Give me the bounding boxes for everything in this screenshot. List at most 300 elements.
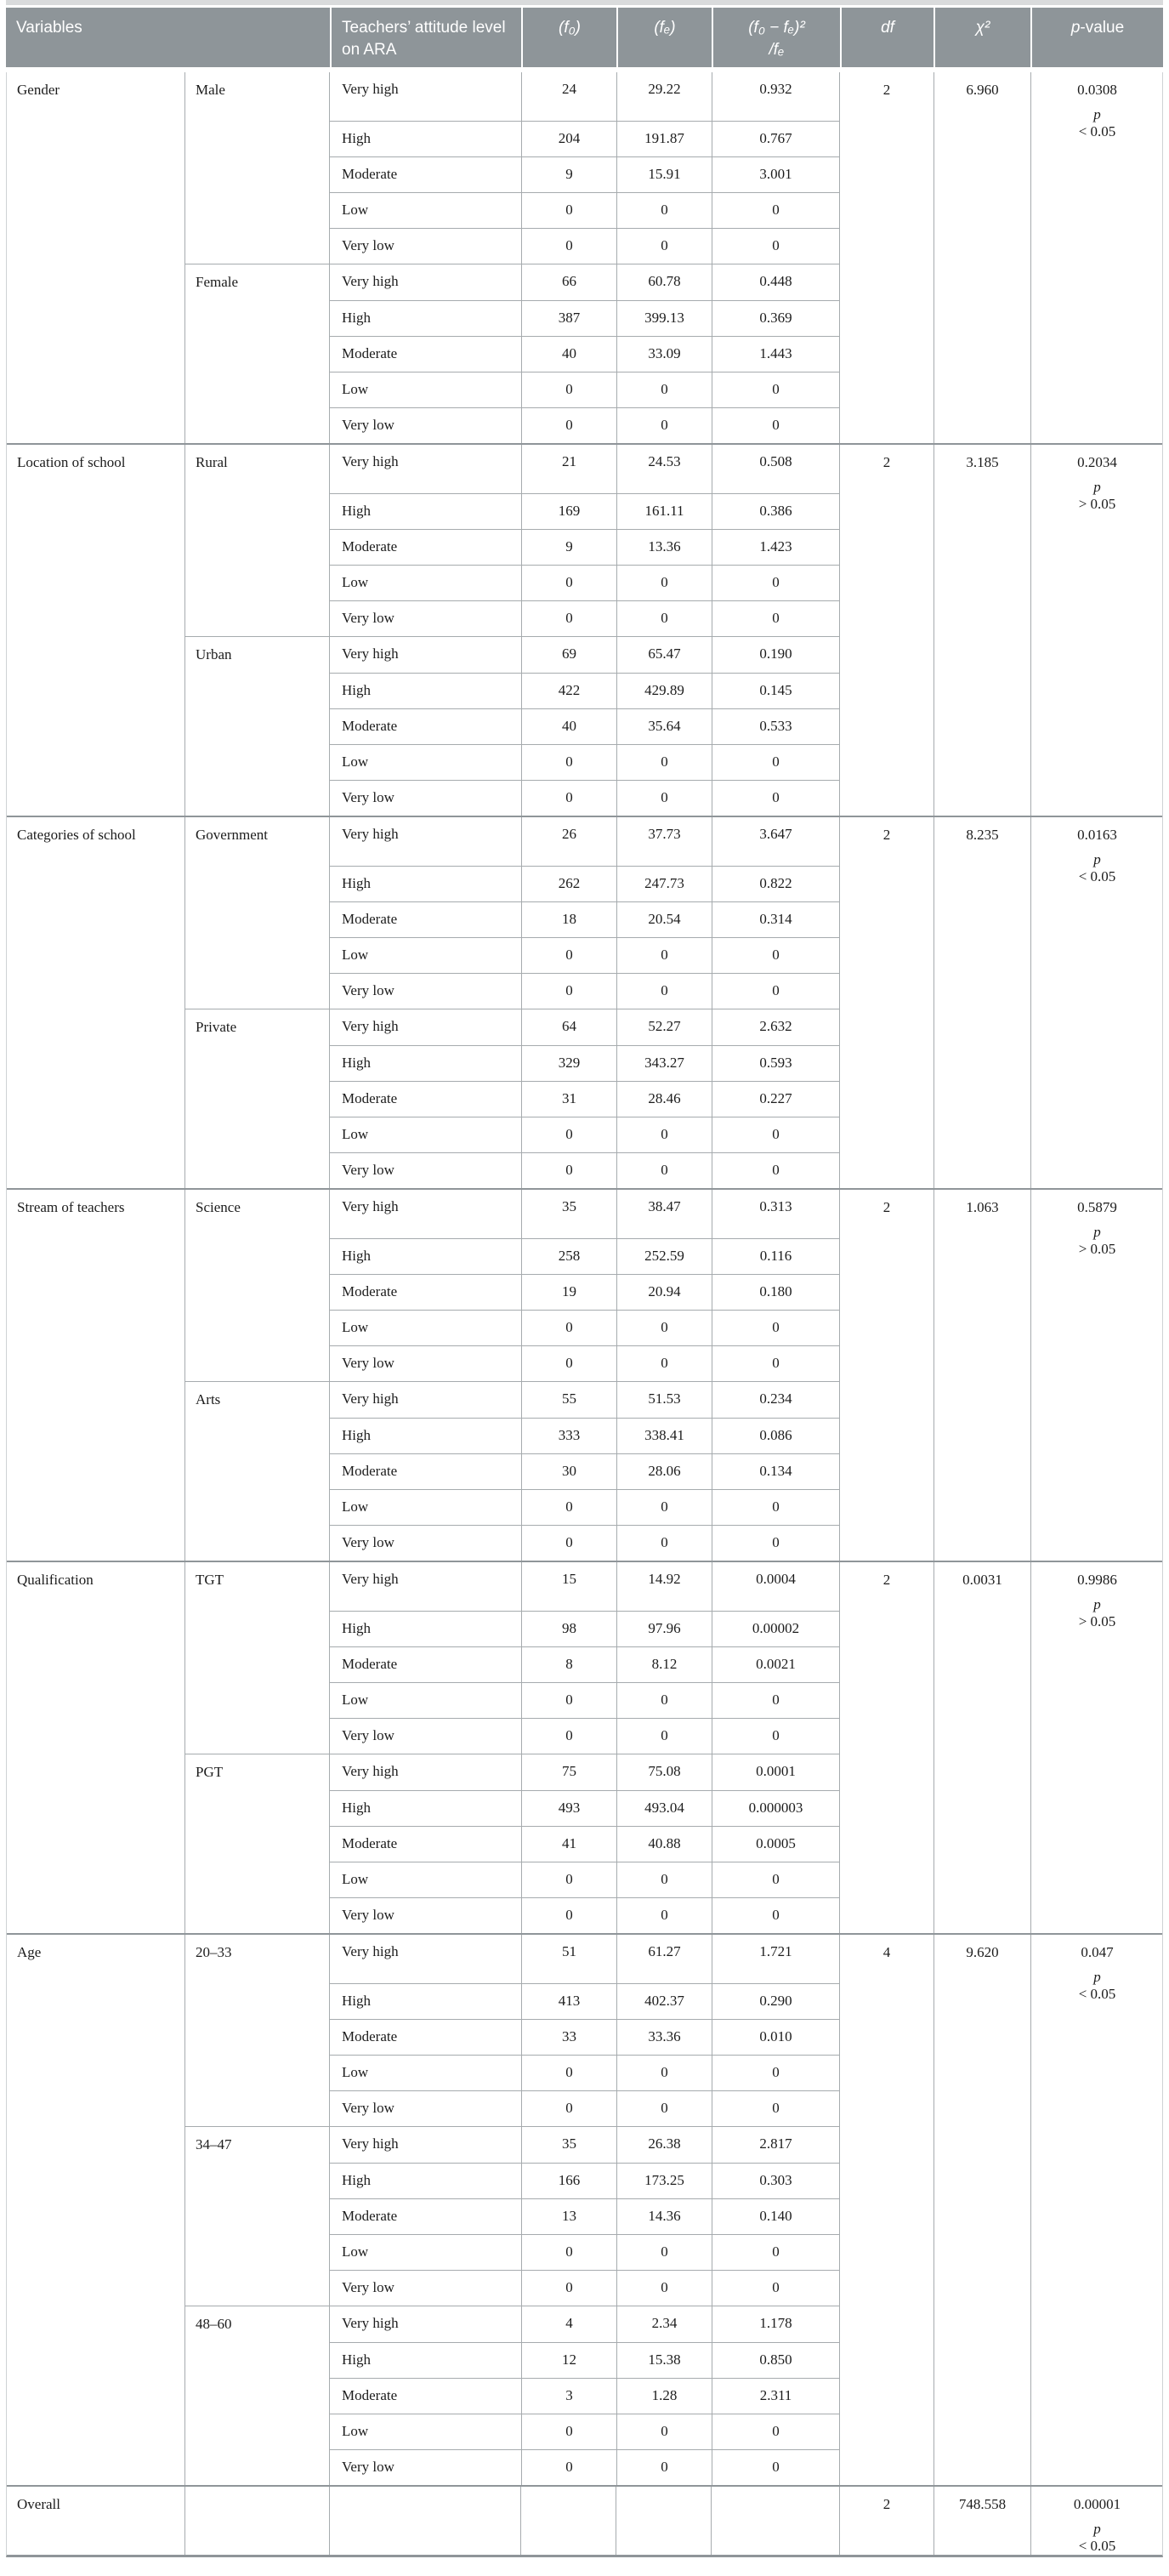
- subgroup-block: [185, 1562, 840, 1754]
- df-value: 2: [882, 827, 891, 844]
- observed-frequency-value: 40: [521, 709, 616, 744]
- attitude-row: [330, 2198, 840, 2234]
- chi-contribution-value: 1.423: [712, 530, 840, 565]
- attitude-level-label: Low: [342, 1871, 369, 1888]
- expected-frequency-value: 60.78: [616, 264, 712, 300]
- expected-frequency-value: 0: [616, 193, 712, 228]
- attitude-rows: [330, 1935, 840, 2126]
- chi-contribution-value: 0: [712, 1862, 840, 1897]
- expected-frequency-value: 65.47: [616, 637, 712, 673]
- chi-contribution-value: 2.311: [712, 2379, 840, 2414]
- expected-frequency-value: 35.64: [616, 709, 712, 744]
- overall-empty-attitude: [330, 2487, 521, 2555]
- expected-frequency-value: 15.91: [616, 157, 712, 192]
- attitude-level-label: Moderate: [342, 2387, 398, 2404]
- chi-square-value: 8.235: [933, 817, 1030, 1188]
- table-header: [6, 8, 1163, 67]
- subgroup-block: [185, 1190, 840, 1381]
- attitude-level-label: Low: [342, 947, 369, 964]
- subgroup-label: 20–33: [185, 1935, 330, 2126]
- observed-frequency-value: 24: [521, 72, 616, 121]
- chi-contribution-value: 0.932: [712, 72, 840, 121]
- attitude-rows: [330, 1562, 840, 1754]
- attitude-row: [330, 2414, 840, 2449]
- chi-contribution-value: 0: [712, 2450, 840, 2485]
- attitude-row: [330, 1274, 840, 1310]
- expected-frequency-value: 0: [616, 372, 712, 407]
- attitude-level-label: High: [342, 1993, 371, 2010]
- attitude-row: [330, 1489, 840, 1525]
- p-note-threshold: > 0.05: [1078, 1613, 1116, 1630]
- attitude-row: [330, 2234, 840, 2270]
- attitude-row: [330, 1897, 840, 1933]
- expected-frequency-value: 40.88: [616, 1827, 712, 1862]
- expected-frequency-value: 0: [616, 229, 712, 264]
- expected-frequency-value: 20.54: [616, 902, 712, 937]
- expected-frequency-value: 0: [616, 2091, 712, 2126]
- subgroup-block: [185, 2126, 840, 2306]
- attitude-row: [330, 817, 840, 866]
- group-row: [7, 1561, 1162, 1933]
- chi-contribution-value: 0.180: [712, 1275, 840, 1310]
- chi-contribution-value: 0.593: [712, 1046, 840, 1081]
- observed-frequency-value: 0: [521, 2091, 616, 2126]
- attitude-row: [330, 1382, 840, 1418]
- observed-frequency-value: 0: [521, 1862, 616, 1897]
- subgroup-label: 48–60: [185, 2306, 330, 2485]
- observed-frequency-value: 9: [521, 157, 616, 192]
- subgroup-block: [185, 264, 840, 443]
- observed-frequency-value: 169: [521, 494, 616, 529]
- chi-contribution-value: 0.140: [712, 2199, 840, 2234]
- attitude-row: [330, 937, 840, 973]
- chi-contribution-value: 0.508: [712, 445, 840, 493]
- expected-frequency-value: 20.94: [616, 1275, 712, 1310]
- observed-frequency-value: 0: [521, 1719, 616, 1754]
- attitude-row: [330, 156, 840, 192]
- observed-frequency-value: 3: [521, 2379, 616, 2414]
- chi-contribution-value: 0.0004: [712, 1562, 840, 1611]
- attitude-level-label: Very high: [342, 1018, 399, 1035]
- subgroups-zone: [185, 1935, 840, 2485]
- attitude-level-label: Moderate: [342, 2208, 398, 2225]
- attitude-row: [330, 372, 840, 407]
- attitude-row: [330, 708, 840, 744]
- subgroup-block: [185, 817, 840, 1009]
- chi-square-value: 6.960: [933, 72, 1030, 443]
- expected-frequency-value: 75.08: [616, 1754, 712, 1790]
- chi-contribution-value: 0: [712, 1346, 840, 1381]
- subgroup-label: Rural: [185, 445, 330, 636]
- attitude-level-label: Low: [342, 1126, 369, 1143]
- attitude-row: [330, 300, 840, 336]
- chi-contribution-value: 0.448: [712, 264, 840, 300]
- expected-frequency-value: 0: [616, 1526, 712, 1561]
- subgroup-label: Urban: [185, 637, 330, 816]
- expected-frequency-value: 1.28: [616, 2379, 712, 2414]
- chi-square-value: 0.0031: [933, 1562, 1030, 1933]
- observed-frequency-value: 18: [521, 902, 616, 937]
- expected-frequency-value: 0: [616, 1898, 712, 1933]
- observed-frequency-value: 413: [521, 1984, 616, 2019]
- header-p-value-rest: -value: [1080, 19, 1125, 37]
- chi-square-value: 9.620: [933, 1935, 1030, 2485]
- attitude-level-label: High: [342, 1055, 371, 1072]
- chi-contribution-value: 0: [712, 2091, 840, 2126]
- observed-frequency-value: 0: [521, 2414, 616, 2449]
- chi-contribution-value: 0: [712, 2414, 840, 2449]
- chi-contribution-value: 0.227: [712, 1082, 840, 1117]
- expected-frequency-value: 173.25: [616, 2164, 712, 2198]
- expected-frequency-value: 0: [616, 408, 712, 443]
- overall-empty-contrib: [712, 2487, 840, 2555]
- observed-frequency-value: 33: [521, 2020, 616, 2055]
- chi-contribution-value: 0.010: [712, 2020, 840, 2055]
- p-value: 0.2034: [1077, 454, 1117, 471]
- attitude-level-label: Very high: [342, 826, 399, 843]
- attitude-level-label: Very low: [342, 2459, 394, 2476]
- chi-contribution-value: 0.00002: [712, 1612, 840, 1646]
- p-value: 0.00001: [1073, 2496, 1121, 2513]
- subgroup-label: Female: [185, 264, 330, 443]
- variable-label: Location of school: [7, 445, 185, 816]
- chi-square-value: 1.063: [933, 1190, 1030, 1561]
- attitude-level-label: Very high: [342, 645, 399, 662]
- p-note-threshold: > 0.05: [1078, 496, 1116, 513]
- p-note-threshold: < 0.05: [1078, 868, 1116, 885]
- p-note-symbol: p: [1093, 106, 1101, 123]
- chi-contribution-value: 0: [712, 1683, 840, 1718]
- chi-contribution-value: 0: [712, 372, 840, 407]
- attitude-level-label: Moderate: [342, 345, 398, 362]
- expected-frequency-value: 0: [616, 1683, 712, 1718]
- subgroup-block: [185, 1754, 840, 1933]
- expected-frequency-value: 0: [616, 2235, 712, 2270]
- chi-contribution-value: 0.822: [712, 867, 840, 901]
- attitude-level-label: Very low: [342, 237, 394, 254]
- expected-frequency-value: 14.36: [616, 2199, 712, 2234]
- attitude-row: [330, 673, 840, 708]
- observed-frequency-value: 55: [521, 1382, 616, 1418]
- expected-frequency-value: 14.92: [616, 1562, 712, 1611]
- chi-contribution-value: 0: [712, 229, 840, 264]
- p-value-cell: [1030, 1935, 1163, 2485]
- subgroup-label: Science: [185, 1190, 330, 1381]
- observed-frequency-value: 0: [521, 781, 616, 816]
- expected-frequency-value: 161.11: [616, 494, 712, 529]
- observed-frequency-value: 66: [521, 264, 616, 300]
- header-chi-square: χ²: [933, 8, 1030, 67]
- observed-frequency-value: 204: [521, 122, 616, 156]
- subgroup-block: [185, 1935, 840, 2126]
- p-significance-note: [1031, 1596, 1163, 1630]
- expected-frequency-value: 0: [616, 2450, 712, 2485]
- attitude-rows: [330, 637, 840, 816]
- attitude-row: [330, 1238, 840, 1274]
- observed-frequency-value: 166: [521, 2164, 616, 2198]
- attitude-row: [330, 121, 840, 156]
- subgroup-label: TGT: [185, 1562, 330, 1754]
- subgroup-block: [185, 636, 840, 816]
- expected-frequency-value: 61.27: [616, 1935, 712, 1983]
- observed-frequency-value: 9: [521, 530, 616, 565]
- attitude-row: [330, 2163, 840, 2198]
- observed-frequency-value: 329: [521, 1046, 616, 1081]
- variable-label: Stream of teachers: [7, 1190, 185, 1561]
- group-row: [7, 816, 1162, 1188]
- chi-contribution-value: 0.303: [712, 2164, 840, 2198]
- chi-contribution-value: 0.234: [712, 1382, 840, 1418]
- chi-contribution-value: 0.314: [712, 902, 840, 937]
- chi-contribution-value: 0: [712, 408, 840, 443]
- chi-contribution-value: 0.190: [712, 637, 840, 673]
- expected-frequency-value: 0: [616, 2271, 712, 2306]
- attitude-level-label: Very high: [342, 81, 399, 98]
- expected-frequency-value: 252.59: [616, 1239, 712, 1274]
- chi-contribution-value: 0: [712, 974, 840, 1009]
- expected-frequency-value: 29.22: [616, 72, 712, 121]
- group-row: [7, 443, 1162, 816]
- chi-contribution-value: 0.0001: [712, 1754, 840, 1790]
- attitude-level-label: Very low: [342, 1727, 394, 1744]
- attitude-level-label: Very low: [342, 982, 394, 999]
- subgroup-block: [185, 445, 840, 636]
- p-significance-note: [1031, 479, 1163, 513]
- attitude-rows: [330, 72, 840, 264]
- chi-square-value: 3.185: [933, 445, 1030, 816]
- df-value: 2: [882, 454, 891, 471]
- p-value-cell: [1030, 1562, 1163, 1933]
- observed-frequency-value: 387: [521, 301, 616, 336]
- chi-contribution-value: 0: [712, 2056, 840, 2090]
- header-chi-contrib-top: (f₀ − fₑ)²: [748, 19, 805, 37]
- attitude-row: [330, 1310, 840, 1345]
- attitude-row: [330, 1935, 840, 1983]
- observed-frequency-value: 0: [521, 1526, 616, 1561]
- observed-frequency-value: 262: [521, 867, 616, 901]
- subgroup-label: 34–47: [185, 2127, 330, 2306]
- observed-frequency-value: 0: [521, 193, 616, 228]
- overall-empty-subgroup: [185, 2487, 330, 2555]
- p-value-cell: [1030, 445, 1163, 816]
- subgroups-zone: [185, 72, 840, 443]
- chi-contribution-value: 0: [712, 601, 840, 636]
- expected-frequency-value: 8.12: [616, 1647, 712, 1682]
- expected-frequency-value: 13.36: [616, 530, 712, 565]
- attitude-row: [330, 2055, 840, 2090]
- expected-frequency-value: 28.06: [616, 1454, 712, 1489]
- attitude-row: [330, 1345, 840, 1381]
- attitude-row: [330, 192, 840, 228]
- attitude-level-label: High: [342, 875, 371, 892]
- attitude-level-label: Very low: [342, 1162, 394, 1179]
- attitude-row: [330, 2019, 840, 2055]
- attitude-row: [330, 1117, 840, 1152]
- chi-contribution-value: 0.369: [712, 301, 840, 336]
- attitude-row: [330, 780, 840, 816]
- chi-contribution-value: 0.767: [712, 122, 840, 156]
- p-value: 0.047: [1081, 1944, 1114, 1961]
- expected-frequency-value: 247.73: [616, 867, 712, 901]
- attitude-level-label: High: [342, 2172, 371, 2189]
- p-significance-note: [1031, 2521, 1163, 2555]
- attitude-row: [330, 1611, 840, 1646]
- variable-label: Gender: [7, 72, 185, 443]
- chi-contribution-value: 0.313: [712, 1190, 840, 1238]
- observed-frequency-value: 41: [521, 1827, 616, 1862]
- p-value: 0.9986: [1077, 1572, 1117, 1589]
- observed-frequency-value: 333: [521, 1419, 616, 1453]
- header-f0: (f₀): [521, 8, 616, 67]
- expected-frequency-value: 51.53: [616, 1382, 712, 1418]
- attitude-row: [330, 1009, 840, 1045]
- attitude-row: [330, 866, 840, 901]
- chi-contribution-value: 0.134: [712, 1454, 840, 1489]
- observed-frequency-value: 26: [521, 817, 616, 866]
- expected-frequency-value: 0: [616, 781, 712, 816]
- expected-frequency-value: 26.38: [616, 2127, 712, 2163]
- attitude-row: [330, 600, 840, 636]
- attitude-rows: [330, 1009, 840, 1188]
- df-value: 2: [882, 1199, 891, 1216]
- chi-contribution-value: 0: [712, 1490, 840, 1525]
- observed-frequency-value: 21: [521, 445, 616, 493]
- attitude-level-label: Very low: [342, 1355, 394, 1372]
- attitude-row: [330, 1190, 840, 1238]
- expected-frequency-value: 0: [616, 1862, 712, 1897]
- table-top-rule: [6, 0, 1163, 5]
- chi-contribution-value: 0.116: [712, 1239, 840, 1274]
- expected-frequency-value: 0: [616, 1719, 712, 1754]
- p-significance-note: [1031, 851, 1163, 885]
- p-value-cell: [1030, 72, 1163, 443]
- df-value: 4: [882, 1944, 891, 1961]
- attitude-level-label: High: [342, 503, 371, 520]
- p-note-threshold: < 0.05: [1078, 2538, 1116, 2555]
- p-note-symbol: p: [1093, 1224, 1101, 1241]
- variable-label: Age: [7, 1935, 185, 2485]
- observed-frequency-value: 0: [521, 1898, 616, 1933]
- attitude-level-label: Very high: [342, 453, 399, 470]
- chi-contribution-value: 0.145: [712, 674, 840, 708]
- expected-frequency-value: 0: [616, 745, 712, 780]
- chi-contribution-value: 0: [712, 1719, 840, 1754]
- observed-frequency-value: 12: [521, 2343, 616, 2378]
- attitude-row: [330, 1525, 840, 1561]
- chi-contribution-value: 0.386: [712, 494, 840, 529]
- df-value: 2: [882, 82, 891, 99]
- observed-frequency-value: 0: [521, 2271, 616, 2306]
- chi-contribution-value: 1.721: [712, 1935, 840, 1983]
- attitude-row: [330, 2449, 840, 2485]
- attitude-row: [330, 973, 840, 1009]
- attitude-rows: [330, 1754, 840, 1933]
- attitude-level-label: Moderate: [342, 1835, 398, 1852]
- subgroup-block: [185, 2306, 840, 2485]
- subgroup-label: Arts: [185, 1382, 330, 1561]
- attitude-level-label: Low: [342, 202, 369, 219]
- observed-frequency-value: 0: [521, 2450, 616, 2485]
- group-row: [7, 1933, 1162, 2485]
- expected-frequency-value: 0: [616, 1490, 712, 1525]
- expected-frequency-value: 33.09: [616, 337, 712, 372]
- p-value-cell: [1030, 2487, 1163, 2555]
- attitude-level-label: Low: [342, 1498, 369, 1515]
- observed-frequency-value: 98: [521, 1612, 616, 1646]
- attitude-rows: [330, 2127, 840, 2306]
- observed-frequency-value: 0: [521, 1311, 616, 1345]
- chi-contribution-value: 0: [712, 745, 840, 780]
- group-row: [7, 1188, 1162, 1561]
- p-value: 0.5879: [1077, 1199, 1117, 1216]
- subgroup-label: PGT: [185, 1754, 330, 1933]
- attitude-row: [330, 1983, 840, 2019]
- chi-contribution-value: 0: [712, 2235, 840, 2270]
- chi-contribution-value: 3.001: [712, 157, 840, 192]
- attitude-level-label: Very low: [342, 1907, 394, 1924]
- attitude-level-label: High: [342, 1620, 371, 1637]
- attitude-level-label: Low: [342, 381, 369, 398]
- expected-frequency-value: 97.96: [616, 1612, 712, 1646]
- attitude-row: [330, 407, 840, 443]
- attitude-level-label: Very high: [342, 1943, 399, 1960]
- observed-frequency-value: 30: [521, 1454, 616, 1489]
- chi-contribution-value: 2.632: [712, 1009, 840, 1045]
- expected-frequency-value: 0: [616, 1346, 712, 1381]
- observed-frequency-value: 0: [521, 566, 616, 600]
- attitude-rows: [330, 2306, 840, 2485]
- attitude-level-label: Very low: [342, 417, 394, 434]
- p-note-threshold: < 0.05: [1078, 1986, 1116, 2003]
- observed-frequency-value: 493: [521, 1791, 616, 1826]
- attitude-level-label: Moderate: [342, 911, 398, 928]
- header-p-value: [1030, 8, 1163, 67]
- attitude-rows: [330, 817, 840, 1009]
- variable-label: Categories of school: [7, 817, 185, 1188]
- attitude-level-label: Low: [342, 574, 369, 591]
- p-value: 0.0308: [1077, 82, 1117, 99]
- observed-frequency-value: 0: [521, 1490, 616, 1525]
- attitude-level-label: Moderate: [342, 1283, 398, 1300]
- observed-frequency-value: 51: [521, 1935, 616, 1983]
- attitude-level-label: Moderate: [342, 1090, 398, 1107]
- attitude-level-label: Moderate: [342, 1656, 398, 1673]
- expected-frequency-value: 0: [616, 2056, 712, 2090]
- observed-frequency-value: 0: [521, 2235, 616, 2270]
- attitude-level-label: High: [342, 130, 371, 147]
- expected-frequency-value: 0: [616, 566, 712, 600]
- attitude-level-label: Very high: [342, 1390, 399, 1407]
- attitude-level-label: Low: [342, 2243, 369, 2260]
- observed-frequency-value: 0: [521, 974, 616, 1009]
- subgroups-zone: [185, 817, 840, 1188]
- expected-frequency-value: 0: [616, 1153, 712, 1188]
- chi-contribution-value: 0: [712, 1526, 840, 1561]
- observed-frequency-value: 40: [521, 337, 616, 372]
- expected-frequency-value: 0: [616, 2414, 712, 2449]
- attitude-row: [330, 1682, 840, 1718]
- attitude-rows: [330, 1382, 840, 1561]
- attitude-level-label: Very low: [342, 2100, 394, 2117]
- subgroups-zone: [185, 1562, 840, 1933]
- expected-frequency-value: 0: [616, 601, 712, 636]
- expected-frequency-value: 24.53: [616, 445, 712, 493]
- attitude-row: [330, 1562, 840, 1611]
- table-body: [6, 72, 1163, 2557]
- header-chi-contrib-bottom: /fₑ: [769, 40, 785, 59]
- attitude-level-label: High: [342, 1800, 371, 1817]
- statistics-table: [6, 0, 1163, 2557]
